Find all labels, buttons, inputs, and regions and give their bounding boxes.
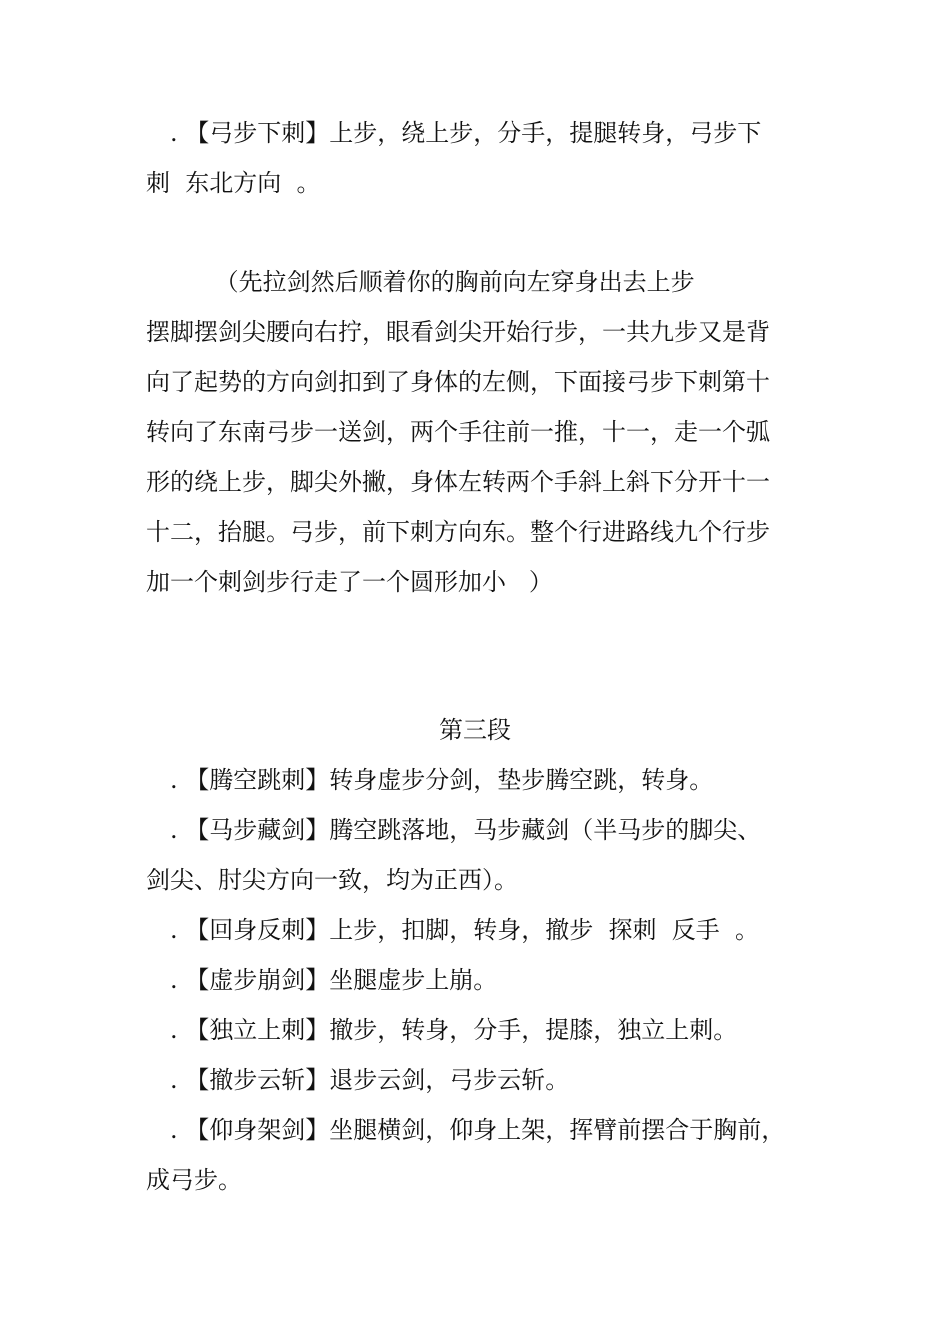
item-gongbu-xiaci-line-2: 刺 东北方向 。 (146, 169, 321, 197)
section-heading: 第三段 (439, 716, 511, 744)
item-xubu-bengjian: . 【虚步崩剑】坐腿虚步上崩。 (170, 966, 498, 994)
item-chebu-yunzhan: . 【撤步云斩】退步云剑，弓步云斩。 (170, 1066, 570, 1094)
item-huishen-fanci: . 【回身反刺】上步，扣脚，转身，撤步 探刺 反手 。 (170, 916, 760, 944)
note-paragraph-line-6: 十二，抬腿。弓步，前下刺方向东。整个行进路线九个行步 (146, 518, 770, 546)
item-gongbu-xiaci-line-1: . 【弓步下刺】上步，绕上步，分手，提腿转身，弓步下 (170, 119, 762, 147)
note-paragraph-line-2: 摆脚摆剑尖腰向右拧，眼看剑尖开始行步，一共九步又是背 (146, 318, 770, 346)
note-paragraph-line-3: 向了起势的方向剑扣到了身体的左侧，下面接弓步下刺第十 (146, 368, 770, 396)
item-mabu-cangjian-line-1: . 【马步藏剑】腾空跳落地，马步藏剑（半马步的脚尖、 (170, 816, 762, 844)
item-tengkong-tiaoci: . 【腾空跳刺】转身虚步分剑，垫步腾空跳，转身。 (170, 766, 714, 794)
item-mabu-cangjian-line-2: 剑尖、肘尖方向一致，均为正西）。 (146, 866, 518, 894)
note-paragraph-line-5: 形的绕上步，脚尖外撇，身体左转两个手斜上斜下分开十一 (146, 468, 770, 496)
note-paragraph-line-1: （先拉剑然后顺着你的胸前向左穿身出去上步 (146, 268, 695, 296)
item-yangshen-jiajian-line-1: . 【仰身架剑】坐腿横剑，仰身上架，挥臂前摆合于胸前， (170, 1116, 786, 1144)
item-yangshen-jiajian-line-2: 成弓步。 (146, 1166, 242, 1194)
note-paragraph-line-4: 转向了东南弓步一送剑，两个手往前一推，十一，走一个弧 (146, 418, 770, 446)
item-duli-shangci: . 【独立上刺】撤步，转身，分手，提膝，独立上刺。 (170, 1016, 738, 1044)
note-paragraph-line-7: 加一个刺剑步行走了一个圆形加小 ） (146, 568, 553, 596)
